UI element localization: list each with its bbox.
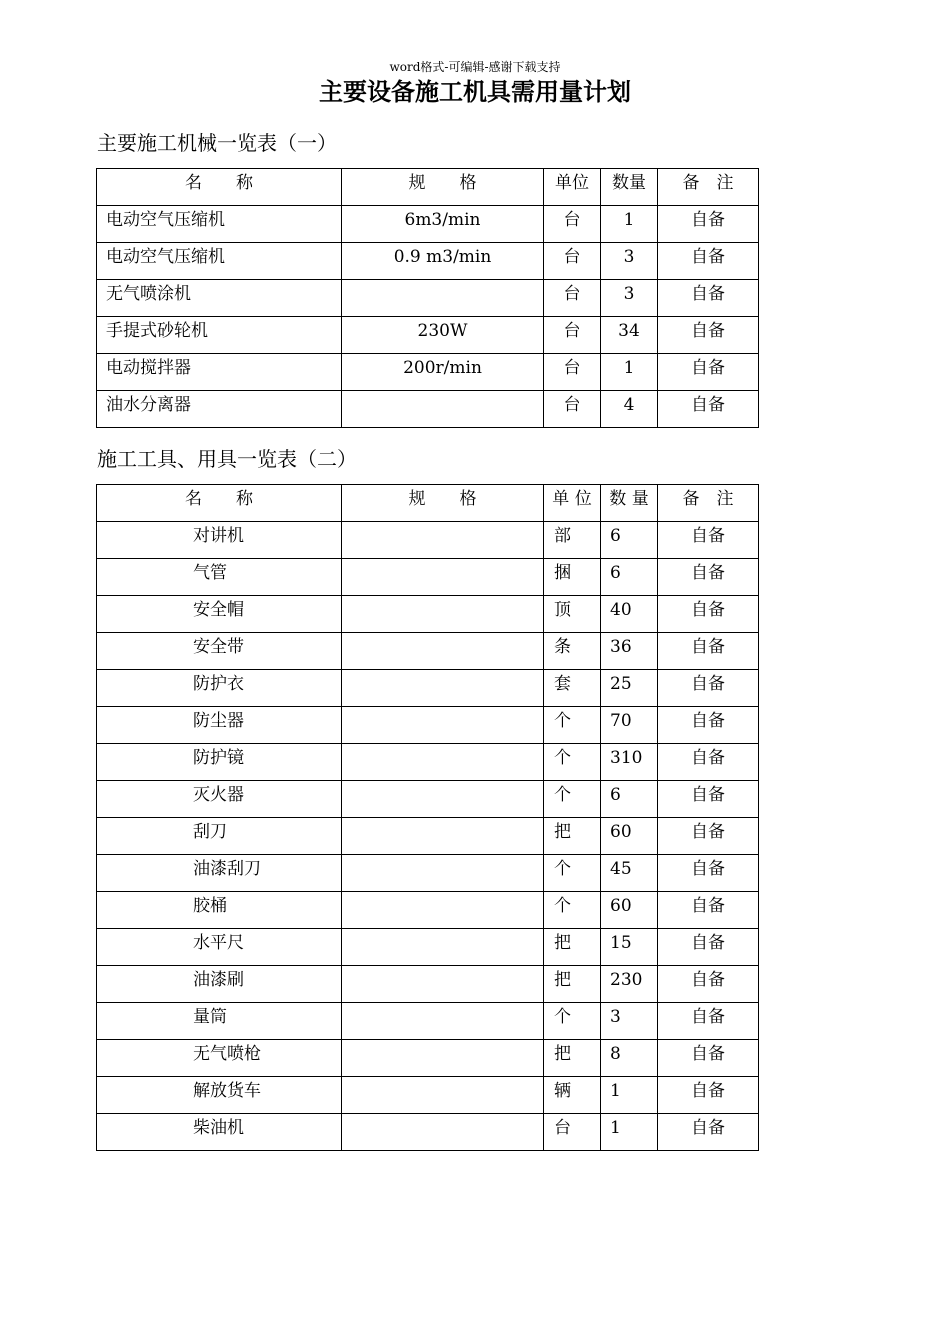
cell-note: 自备 xyxy=(658,707,759,744)
cell-spec xyxy=(342,744,544,781)
cell-note: 自备 xyxy=(658,1040,759,1077)
table-row xyxy=(97,1003,759,1040)
tools-table-body xyxy=(97,485,759,1151)
cell-name: 油漆刮刀 xyxy=(97,855,342,892)
header-note: 备 注 xyxy=(658,169,759,206)
cell-unit: 套 xyxy=(544,670,601,707)
cell-name: 刮刀 xyxy=(97,818,342,855)
cell-spec: 0.9 m3/min xyxy=(342,243,544,280)
cell-unit: 台 xyxy=(544,317,601,354)
cell-name: 胶桶 xyxy=(97,892,342,929)
cell-spec xyxy=(342,280,544,317)
header-unit: 单位 xyxy=(544,169,601,206)
cell-name: 柴油机 xyxy=(97,1114,342,1151)
table-row xyxy=(97,670,759,707)
cell-note: 自备 xyxy=(658,670,759,707)
cell-name: 电动空气压缩机 xyxy=(97,206,342,243)
cell-spec xyxy=(342,707,544,744)
cell-name: 防护镜 xyxy=(97,744,342,781)
header-name: 名 称 xyxy=(97,169,342,206)
table-row xyxy=(97,280,759,317)
cell-qty: 60 xyxy=(601,892,658,929)
cell-unit: 个 xyxy=(544,781,601,818)
machinery-table xyxy=(96,168,759,428)
cell-qty: 40 xyxy=(601,596,658,633)
table-header-row xyxy=(97,169,759,206)
cell-spec xyxy=(342,1114,544,1151)
header-qty: 数量 xyxy=(601,169,658,206)
header-unit: 单 位 xyxy=(544,485,601,522)
table-row xyxy=(97,818,759,855)
cell-qty: 3 xyxy=(601,243,658,280)
cell-spec xyxy=(342,596,544,633)
cell-note: 自备 xyxy=(658,1114,759,1151)
cell-note: 自备 xyxy=(658,929,759,966)
table-row xyxy=(97,744,759,781)
cell-note: 自备 xyxy=(658,280,759,317)
cell-note: 自备 xyxy=(658,522,759,559)
cell-spec xyxy=(342,1003,544,1040)
header-note: word格式-可编辑-感谢下载支持 xyxy=(389,60,561,74)
machinery-table-body xyxy=(97,169,759,428)
table-row xyxy=(97,522,759,559)
cell-qty: 6 xyxy=(601,781,658,818)
cell-qty: 310 xyxy=(601,744,658,781)
cell-unit: 个 xyxy=(544,744,601,781)
cell-name: 油漆刷 xyxy=(97,966,342,1003)
cell-spec xyxy=(342,781,544,818)
cell-unit: 把 xyxy=(544,966,601,1003)
cell-note: 自备 xyxy=(658,966,759,1003)
cell-qty: 230 xyxy=(601,966,658,1003)
cell-unit: 个 xyxy=(544,855,601,892)
table-row xyxy=(97,1040,759,1077)
cell-spec xyxy=(342,892,544,929)
cell-qty: 8 xyxy=(601,1040,658,1077)
cell-note: 自备 xyxy=(658,559,759,596)
cell-unit: 台 xyxy=(544,354,601,391)
cell-note: 自备 xyxy=(658,1003,759,1040)
cell-note: 自备 xyxy=(658,391,759,428)
cell-unit: 部 xyxy=(544,522,601,559)
table-row xyxy=(97,354,759,391)
cell-spec: 6m3/min xyxy=(342,206,544,243)
cell-unit: 台 xyxy=(544,391,601,428)
cell-name: 电动搅拌器 xyxy=(97,354,342,391)
table-row xyxy=(97,633,759,670)
table-row xyxy=(97,707,759,744)
cell-note: 自备 xyxy=(658,206,759,243)
cell-note: 自备 xyxy=(658,855,759,892)
cell-qty: 45 xyxy=(601,855,658,892)
cell-note: 自备 xyxy=(658,1077,759,1114)
cell-unit: 台 xyxy=(544,1114,601,1151)
cell-name: 灭火器 xyxy=(97,781,342,818)
section-title-tools: 施工工具、用具一览表（二） xyxy=(97,447,357,471)
cell-qty: 1 xyxy=(601,1077,658,1114)
cell-unit: 顶 xyxy=(544,596,601,633)
cell-unit: 个 xyxy=(544,1003,601,1040)
cell-note: 自备 xyxy=(658,781,759,818)
table-row xyxy=(97,391,759,428)
document-title: 主要设备施工机具需用量计划 xyxy=(319,78,631,106)
cell-qty: 6 xyxy=(601,522,658,559)
cell-name: 对讲机 xyxy=(97,522,342,559)
table-row xyxy=(97,596,759,633)
table-row xyxy=(97,317,759,354)
cell-name: 无气喷涂机 xyxy=(97,280,342,317)
cell-unit: 台 xyxy=(544,206,601,243)
cell-unit: 个 xyxy=(544,707,601,744)
cell-name: 防护衣 xyxy=(97,670,342,707)
cell-note: 自备 xyxy=(658,892,759,929)
table-row xyxy=(97,781,759,818)
table-row xyxy=(97,966,759,1003)
cell-name: 无气喷枪 xyxy=(97,1040,342,1077)
cell-note: 自备 xyxy=(658,243,759,280)
header-qty: 数 量 xyxy=(601,485,658,522)
cell-unit: 台 xyxy=(544,280,601,317)
cell-name: 解放货车 xyxy=(97,1077,342,1114)
cell-note: 自备 xyxy=(658,354,759,391)
cell-spec xyxy=(342,966,544,1003)
cell-spec xyxy=(342,670,544,707)
cell-unit: 把 xyxy=(544,818,601,855)
cell-qty: 3 xyxy=(601,280,658,317)
section-title-machinery: 主要施工机械一览表（一） xyxy=(97,131,337,155)
tools-table xyxy=(96,484,759,1151)
cell-spec: 200r/min xyxy=(342,354,544,391)
cell-spec xyxy=(342,1077,544,1114)
cell-qty: 25 xyxy=(601,670,658,707)
table-row xyxy=(97,855,759,892)
cell-name: 气管 xyxy=(97,559,342,596)
table-header-row xyxy=(97,485,759,522)
cell-spec xyxy=(342,855,544,892)
cell-qty: 4 xyxy=(601,391,658,428)
table-row xyxy=(97,206,759,243)
cell-unit: 台 xyxy=(544,243,601,280)
cell-spec xyxy=(342,929,544,966)
header-name: 名 称 xyxy=(97,485,342,522)
cell-qty: 36 xyxy=(601,633,658,670)
table-row xyxy=(97,1114,759,1151)
table-row xyxy=(97,559,759,596)
cell-name: 量筒 xyxy=(97,1003,342,1040)
cell-name: 油水分离器 xyxy=(97,391,342,428)
cell-name: 安全帽 xyxy=(97,596,342,633)
cell-unit: 把 xyxy=(544,929,601,966)
cell-spec xyxy=(342,559,544,596)
cell-qty: 3 xyxy=(601,1003,658,1040)
cell-qty: 1 xyxy=(601,206,658,243)
header-spec: 规 格 xyxy=(342,485,544,522)
cell-spec: 230W xyxy=(342,317,544,354)
cell-unit: 个 xyxy=(544,892,601,929)
cell-note: 自备 xyxy=(658,596,759,633)
cell-spec xyxy=(342,818,544,855)
header-spec: 规 格 xyxy=(342,169,544,206)
cell-qty: 1 xyxy=(601,1114,658,1151)
table-row xyxy=(97,1077,759,1114)
cell-unit: 把 xyxy=(544,1040,601,1077)
cell-unit: 条 xyxy=(544,633,601,670)
cell-note: 自备 xyxy=(658,744,759,781)
cell-qty: 15 xyxy=(601,929,658,966)
cell-name: 电动空气压缩机 xyxy=(97,243,342,280)
cell-spec xyxy=(342,1040,544,1077)
cell-qty: 60 xyxy=(601,818,658,855)
cell-note: 自备 xyxy=(658,633,759,670)
cell-qty: 70 xyxy=(601,707,658,744)
cell-qty: 1 xyxy=(601,354,658,391)
cell-spec xyxy=(342,391,544,428)
cell-name: 安全带 xyxy=(97,633,342,670)
cell-note: 自备 xyxy=(658,818,759,855)
cell-note: 自备 xyxy=(658,317,759,354)
cell-unit: 捆 xyxy=(544,559,601,596)
cell-spec xyxy=(342,522,544,559)
table-row xyxy=(97,892,759,929)
cell-qty: 6 xyxy=(601,559,658,596)
cell-unit: 辆 xyxy=(544,1077,601,1114)
cell-qty: 34 xyxy=(601,317,658,354)
table-row xyxy=(97,243,759,280)
cell-name: 水平尺 xyxy=(97,929,342,966)
table-row xyxy=(97,929,759,966)
cell-name: 手提式砂轮机 xyxy=(97,317,342,354)
header-note: 备 注 xyxy=(658,485,759,522)
cell-name: 防尘器 xyxy=(97,707,342,744)
cell-spec xyxy=(342,633,544,670)
